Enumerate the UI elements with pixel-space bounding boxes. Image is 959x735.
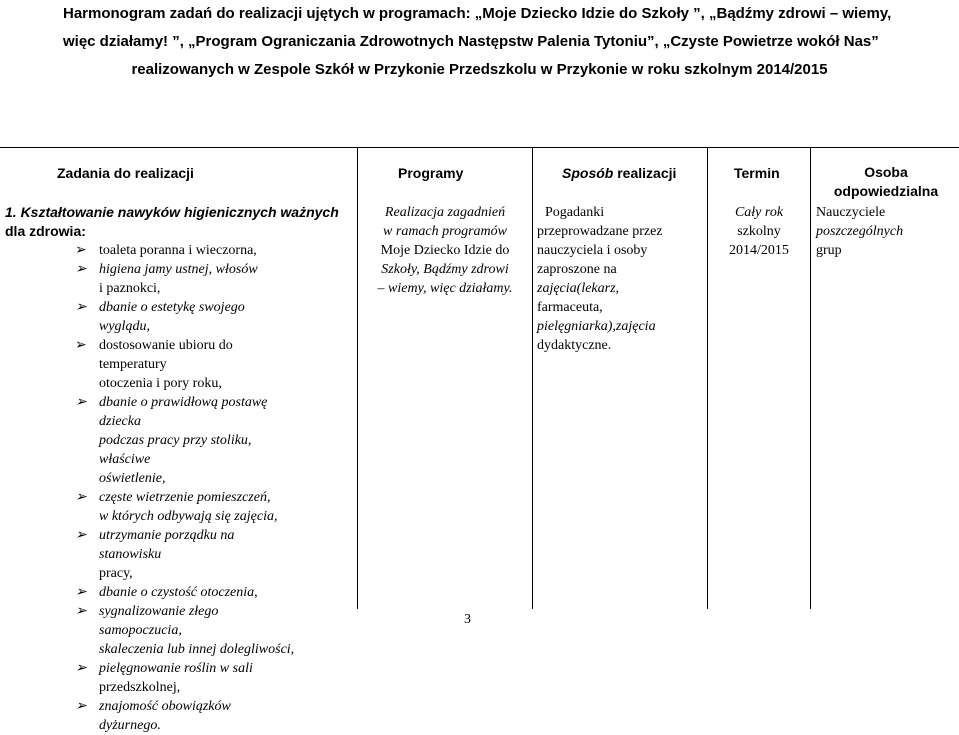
task-item-line: dbanie o estetykę swojego wyglądu,: [99, 300, 245, 334]
page-number: 3: [464, 612, 471, 627]
task-item-line: przedszkolnej,: [99, 680, 181, 695]
arrow-bullet-icon: ➢: [75, 585, 87, 600]
column-divider: [707, 147, 708, 609]
header-term: Termin: [734, 165, 780, 181]
method-line: pielęgniarka),zajęcia: [537, 319, 656, 334]
arrow-bullet-icon: ➢: [75, 338, 87, 353]
column-divider: [357, 147, 358, 609]
task-list-item: [5, 526, 295, 583]
task-item-line: sygnalizowanie złego samopoczucia,: [99, 604, 219, 638]
arrow-bullet-icon: ➢: [75, 262, 87, 277]
person-line: grup: [816, 243, 842, 258]
task-group-title-line-2: dla zdrowia:: [5, 223, 86, 239]
arrow-bullet-icon: ➢: [75, 490, 87, 505]
task-item-line: oświetlenie,: [99, 471, 166, 486]
task-item-line: pracy,: [99, 566, 133, 581]
term-line: Cały rok: [734, 205, 784, 220]
method-line: zaproszone na: [537, 262, 617, 277]
header-programs: Programy: [398, 165, 464, 181]
task-item-line: w których odbywają się zajęcia,: [99, 509, 278, 524]
person-line: poszczególnych: [816, 224, 904, 239]
header-tasks: Zadania do realizacji: [57, 165, 194, 181]
programs-line: w ramach programów: [383, 224, 507, 239]
person-cell: [816, 203, 959, 260]
arrow-bullet-icon: ➢: [75, 528, 87, 543]
term-line: szkolny: [737, 224, 781, 239]
header-person-line-2: odpowiedzialna: [833, 183, 939, 199]
method-line: zajęcia(lekarz,: [537, 281, 620, 296]
task-item-line: dostosowanie ubioru do temperatury: [99, 338, 233, 372]
programs-line: Szkoły, Bądźmy zdrowi: [381, 262, 509, 277]
heading-line-2: więc działamy! ”, „Program Ograniczania Zdrowotnych Następstw Palenia Tytoniu”, „Czyste Powietrze wokół Nas”: [63, 33, 879, 50]
task-item-line: pielęgnowanie roślin w sali: [99, 661, 253, 676]
document-heading: [0, 0, 959, 84]
task-list-item: [5, 241, 295, 260]
task-item-line: częste wietrzenie pomieszczeń,: [99, 490, 271, 505]
task-group-title: [5, 203, 355, 241]
task-list-item: [5, 583, 295, 602]
task-list-item: [5, 260, 295, 298]
method-line: przeprowadzane przez: [537, 224, 663, 239]
arrow-bullet-icon: ➢: [75, 243, 87, 258]
task-list-item: [5, 488, 295, 526]
column-divider: [532, 147, 533, 609]
task-list-item: [5, 602, 295, 659]
task-group-title-line-1: 1. Kształtowanie nawyków higienicznych ważnych: [5, 204, 339, 220]
programs-line: Moje Dziecko Idzie do: [380, 243, 510, 258]
arrow-bullet-icon: ➢: [75, 699, 87, 714]
table-top-border: [0, 147, 959, 148]
column-divider: [810, 147, 811, 609]
arrow-bullet-icon: ➢: [75, 395, 87, 410]
task-item-line: higiena jamy ustnej, włosów: [99, 262, 258, 277]
method-line: farmaceuta,: [537, 300, 603, 315]
task-item-line: dbanie o prawidłową postawę dziecka: [99, 395, 268, 429]
task-item-line: utrzymanie porządku na stanowisku: [99, 528, 235, 562]
header-person: [812, 163, 959, 201]
task-item-line: i paznokci,: [99, 281, 161, 296]
task-item-line: dbanie o czystość otoczenia,: [99, 585, 258, 600]
task-item-line: otoczenia i pory roku,: [99, 376, 222, 391]
programs-line: Realizacja zagadnień: [384, 205, 506, 220]
task-item-line: toaleta poranna i wieczorna,: [99, 243, 257, 258]
header-person-line-1: Osoba: [864, 164, 908, 180]
heading-line-1: Harmonogram zadań do realizacji ujętych w programach: „Moje Dziecko Idzie do Szkoły ”, „Bądźmy zdrowi – wiemy,: [63, 5, 892, 22]
task-list: [0, 241, 295, 735]
task-item-line: podczas pracy przy stoliku, właściwe: [99, 433, 252, 467]
task-item-line: znajomość obowiązków dyżurnego.: [99, 699, 231, 733]
task-item-line: skaleczenia lub innej dolegliwości,: [99, 642, 295, 657]
header-method-word-1: Sposób: [562, 165, 614, 181]
arrow-bullet-icon: ➢: [75, 661, 87, 676]
task-list-item: [5, 298, 295, 336]
task-list-item: [5, 336, 295, 393]
method-line: dydaktyczne.: [537, 338, 612, 353]
task-list-item: [5, 697, 295, 735]
method-line: Pogadanki: [545, 205, 605, 220]
method-cell: [537, 203, 707, 355]
header-method-word-2: realizacji: [617, 165, 677, 181]
term-line: 2014/2015: [729, 243, 789, 258]
term-cell: [709, 203, 809, 260]
person-line: Nauczyciele: [816, 205, 886, 220]
programs-line: – wiemy, więc działamy.: [377, 281, 513, 296]
programs-cell: [359, 203, 531, 298]
task-list-item: [5, 659, 295, 697]
arrow-bullet-icon: ➢: [75, 300, 87, 315]
schedule-table: [0, 147, 959, 733]
arrow-bullet-icon: ➢: [75, 604, 87, 619]
header-method: [562, 163, 676, 183]
heading-line-3: realizowanych w Zespole Szkół w Przykonie Przedszkolu w Przykonie w roku szkolnym 2014/2015: [131, 61, 828, 78]
task-list-item: [5, 393, 295, 488]
tasks-cell: [5, 203, 355, 735]
method-line: nauczyciela i osoby: [537, 243, 648, 258]
